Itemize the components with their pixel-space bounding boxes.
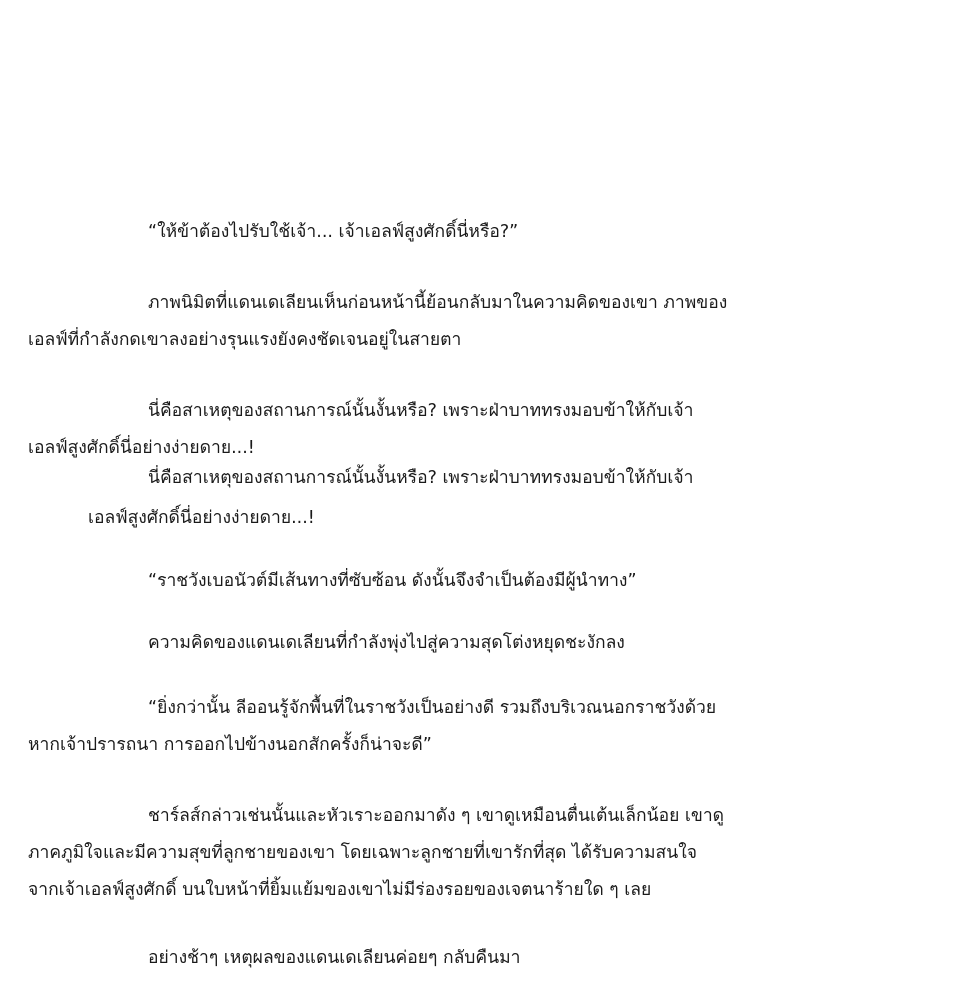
paragraph-8 [88, 940, 908, 977]
paragraph-continuation [88, 500, 908, 537]
paragraph-line: ชาร์ลส์กล่าวเช่นนั้นและหัวเราะออกมาดัง ๆ เขาดูเหมือนตื่นเต้นเล็กน้อย เขาดู [148, 806, 725, 826]
paragraph-2 [28, 285, 908, 359]
paragraph-line: ภาคภูมิใจและมีความสุขที่ลูกชายของเขา โดยเฉพาะลูกชายที่เขารักที่สุด ได้รับความสนใจ [28, 843, 697, 863]
clipped-duplicate-line [88, 468, 908, 501]
paragraph-line: ภาพนิมิตที่แดนเดเลียนเห็นก่อนหน้านี้ย้อนกลับมาในความคิดของเขา ภาพของ [148, 293, 728, 313]
paragraph-line: จากเจ้าเอลฟ์สูงศักดิ์ บนใบหน้าที่ยิ้มแย้มของเขาไม่มีร่องรอยของเจตนาร้ายใด ๆ เลย [28, 880, 652, 900]
paragraph-7 [28, 798, 908, 909]
paragraph-line: “ราชวังเบอนัวต์มีเส้นทางที่ซับซ้อน ดังนั้นจึงจำเป็นต้องมีผู้นำทาง” [148, 571, 637, 591]
paragraph-line: “ยิ่งกว่านั้น ลีออนรู้จักพื้นที่ในราชวังเป็นอย่างดี รวมถึงบริเวณนอกราชวังด้วย [148, 698, 717, 718]
paragraph-line: เอลฟ์สูงศักดิ์นี่อย่างง่ายดาย...! [88, 508, 315, 528]
paragraph-line: ความคิดของแดนเดเลียนที่กำลังพุ่งไปสู่ความสุดโต่งหยุดชะงักลง [148, 633, 625, 653]
paragraph-line: “ให้ข้าต้องไปรับใช้เจ้า... เจ้าเอลฟ์สูงศักดิ์นี่หรือ?” [148, 222, 519, 242]
paragraph-line: นี่คือสาเหตุของสถานการณ์นั้นงั้นหรือ? เพราะฝ่าบาททรงมอบข้าให้กับเจ้า [148, 401, 694, 421]
paragraph-3 [28, 393, 908, 467]
paragraph-line: เอลฟ์สูงศักดิ์นี่อย่างง่ายดาย...! [28, 438, 255, 458]
paragraph-line: นี่คือสาเหตุของสถานการณ์นั้นงั้นหรือ? เพราะฝ่าบาททรงมอบข้าให้กับเจ้า [148, 468, 694, 488]
paragraph-5 [88, 625, 908, 662]
paragraph-line: อย่างช้าๆ เหตุผลของแดนเดเลียนค่อยๆ กลับคืนมา [148, 948, 521, 968]
paragraph-line: หากเจ้าปรารถนา การออกไปข้างนอกสักครั้งก็น่าจะดี” [28, 735, 432, 755]
paragraph-4 [88, 563, 908, 600]
paragraph-1 [88, 214, 908, 251]
paragraph-6 [28, 690, 908, 764]
paragraph-line: เอลฟ์ที่กำลังกดเขาลงอย่างรุนแรงยังคงชัดเจนอยู่ในสายตา [28, 330, 462, 350]
